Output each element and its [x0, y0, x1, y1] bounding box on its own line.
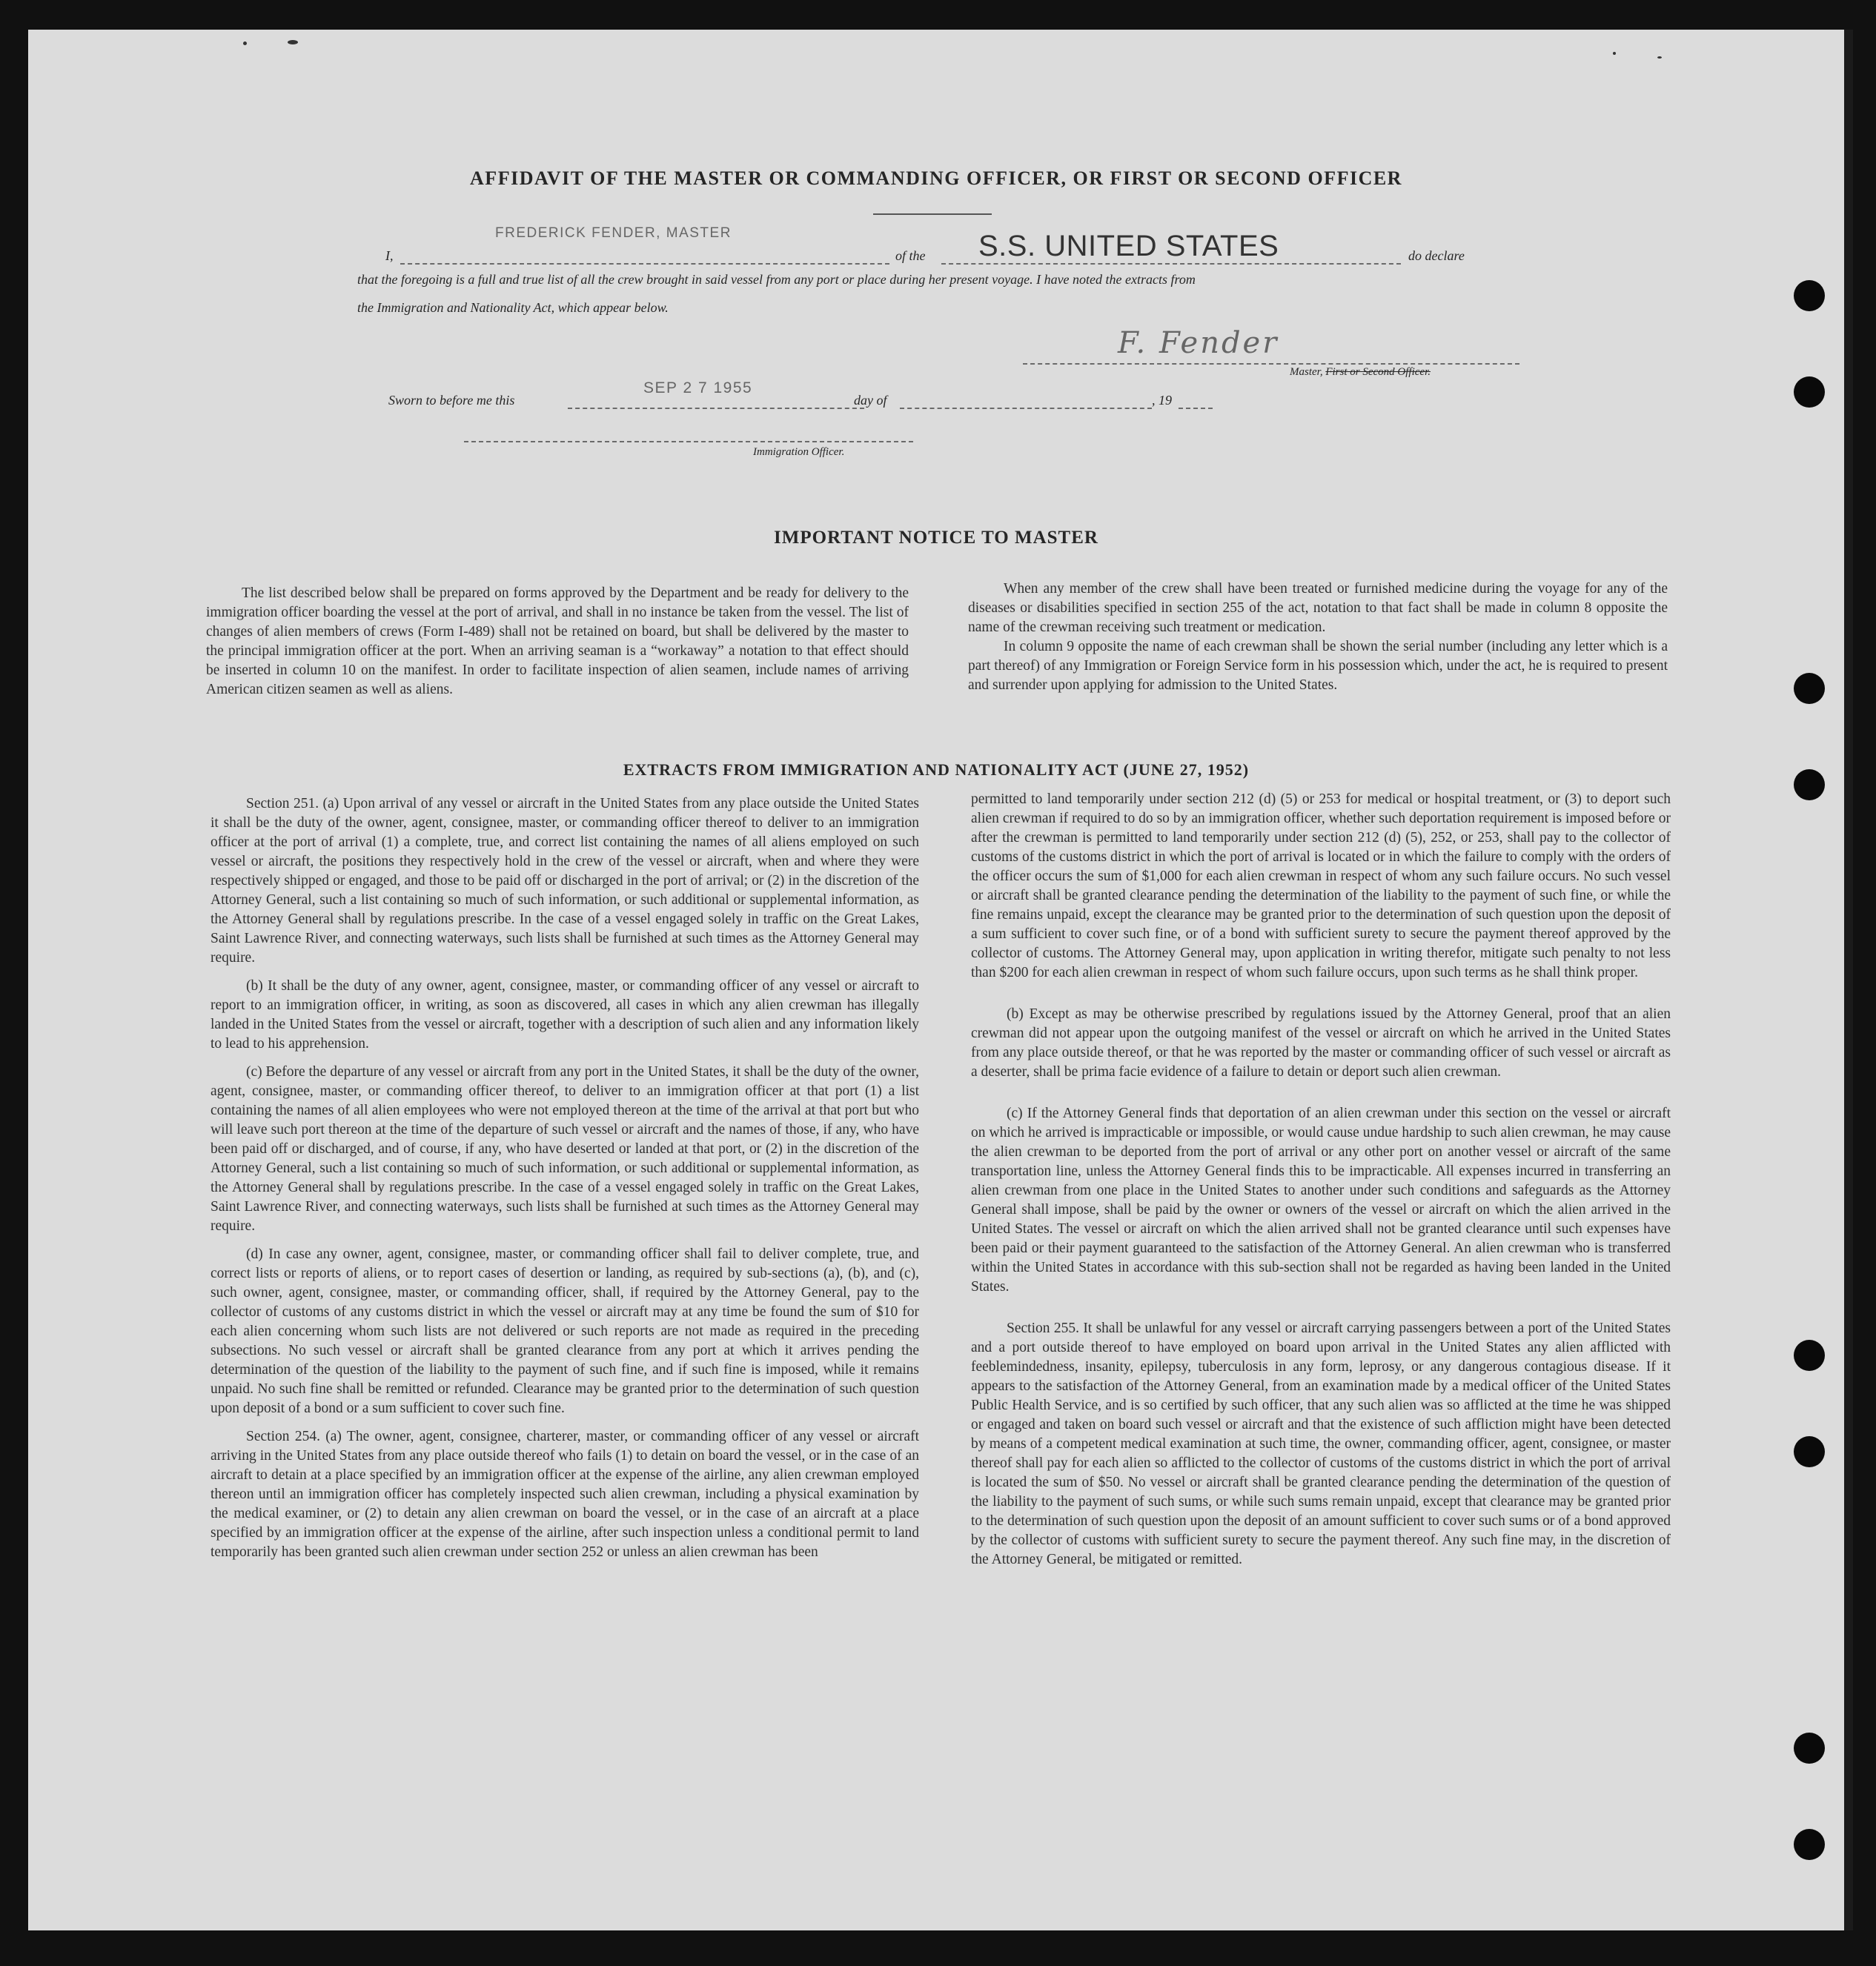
- notice-left-paragraph: The list described below shall be prepared on forms approved by the Department and be ready for delivery to the immigration officer boarding the vessel at the port of arrival, and shall in no instance be taken from the vessel. The list of changes of alien members of crews (Form I-489) shall not be retained on board, but shall be delivered by the master to the principal immigration officer at the port. When an arriving seaman is a “workaway” a notation to that effect should be inserted in column 10 on the manifest. In order to facilitate inspection of alien seamen, include names of arriving American citizen seamen as well as aliens.: [206, 585, 909, 697]
- extracts-left-column: [211, 794, 919, 1571]
- scan-speck: [1657, 56, 1662, 59]
- vessel-line: [941, 263, 1401, 265]
- officer-line: [464, 441, 913, 442]
- section-254-a-continued: permitted to land temporarily under section 212 (d) (5) or 253 for medical or hospital treatment, or (3) to deport such alien crewman if required to do so by an immigration officer, whether such deportation requirement is imposed before or after the crewman is permitted to land temporarily under section 212 (d) (5), 252, or 253, shall pay to the collector of customs of the customs district in which the port of arrival is located or in which the failure to comply with the orders of the officer occurs the sum of $1,000 for each alien crewman in respect of whom any such failure occurs. No such vessel or aircraft shall be granted clearance pending the determination of the liability to the payment of such fine, or while the fine remains unpaid, except the clearance may be granted prior to the determination of such question upon the deposit of a sum sufficient to cover such fine, or of a bond with sufficient surety to secure the payment thereof approved by the collector of customs. The Attorney General may, upon application in writing therefor, mitigate such penalty to not less than $200 for each alien crewman in respect of whom such failure occurs, upon such terms as he shall think proper.: [971, 791, 1671, 980]
- section-251-d: (d) In case any owner, agent, consignee, master, or commanding officer shall fail to deliver complete, true, and correct lists or reports of aliens, or to report cases of desertion or landing, as required by sub-sections (a), (b), and (c), such owner, agent, consignee, master, or commanding officer, shall, if required by the Attorney General, pay to the collector of customs of any customs district in which the vessel or aircraft may at any time be found the sum of $10 for each alien concerning whom such lists are not delivered or such reports are not made as required in the preceding subsections. No such vessel or aircraft shall be granted clearance from any port at which it arrives pending the determination of the question of the liability to the payment of such fine, and if such fine is imposed, while it remains unpaid. No such fine shall be remitted or refunded. Clearance may be granted prior to the determination of such question upon deposit of a bond or a sum sufficient to cover such fine.: [211, 1246, 919, 1416]
- notice-left-column: [206, 584, 909, 708]
- signature-line: [1023, 363, 1519, 365]
- section-255: Section 255. It shall be unlawful for any vessel or aircraft carrying passengers between a port of the United States and a port outside thereof to have employed on board upon arrival in the United States any alien afflicted with feeblemindedness, insanity, epilepsy, tuberculosis in any form, leprosy, or any dangerous contagious disease. If it appears to the satisfaction of the Attorney General, from an examination made by a medical officer of the United States Public Health Service, and is so certified by such officer, that any such alien was so afflicted at the time he was shipped or engaged and taken on board such vessel or aircraft and that the existence of such affliction might have been detected by means of a competent medical examination at such time, the owner, commanding officer, agent, consignee, or master thereof shall pay for each alien so afflicted to the collector of customs of the customs district in which the port of arrival is located the sum of $50. No vessel or aircraft shall be granted clearance pending the determination of the question of the liability to the payment of such sums, or while such sums remain unpaid, except that clearance may be granted prior to the determination of such question upon the deposit of an amount sufficient to cover such sums or of a bond approved by the collector of customs with sufficient surety to secure the payment thereof. Any such fine may, in the discretion of the Attorney General, be mitigated or remitted.: [971, 1321, 1671, 1567]
- of-the-label: of the: [895, 248, 926, 263]
- title-rule: [873, 213, 992, 215]
- document-page: [28, 30, 1844, 1930]
- punch-hole: [1794, 769, 1825, 800]
- section-254-b: (b) Except as may be otherwise prescribed by regulations issued by the Attorney General, proof that an alien crewman did not appear upon the outgoing manifest of the vessel or aircraft on which he arrived in the United States from any place outside thereof, or that he was reported by the master or commanding officer of such vessel or aircraft as a deserter, shall be prima facie evidence of a failure to detain or deport such alien crewman.: [971, 1006, 1671, 1080]
- notice-right-paragraph-1: When any member of the crew shall have been treated or furnished medicine during the voyage for any of the diseases or disabilities specified in section 255 of the act, notation to that fact shall be made in column 8 opposite the name of the crewman receiving such treatment or medication.: [968, 581, 1668, 635]
- signer-title-struck: First or Second Officer.: [1325, 366, 1431, 378]
- section-251-a: Section 251. (a) Upon arrival of any vessel or aircraft in the United States from any place outside the United States it shall be the duty of the owner, agent, consignee, master, or commanding officer thereof to deliver to an immigration officer at the port of arrival (1) a complete, true, and correct list containing the names of all aliens employed on such vessel or aircraft, the positions they respectively hold in the crew of the vessel or aircraft, when and where they were respectively shipped or engaged, and those to be paid off or discharged in the port of arrival; or (2) in the discretion of the Attorney General, such a list containing so much of such information, or such additional or supplemental information, as the Attorney General shall by regulations prescribe. In the case of a vessel engaged solely in traffic on the Great Lakes, Saint Lawrence River, and connecting waterways, such lists shall be furnished at such times as the Attorney General may require.: [211, 796, 919, 966]
- vessel-name: S.S. UNITED STATES: [978, 230, 1279, 262]
- month-line: [900, 408, 1152, 409]
- year-line: [1179, 408, 1213, 409]
- day-of-label: day of: [854, 393, 887, 408]
- scan-speck: [1613, 52, 1616, 55]
- master-signature: F. Fender: [1118, 326, 1279, 360]
- scan-speck: [243, 41, 247, 45]
- officer-label: Immigration Officer.: [753, 446, 845, 458]
- sworn-date-line: [568, 408, 864, 409]
- statement-line-1: that the foregoing is a full and true list of all the crew brought in said vessel from any port or place during her present voyage. I have noted the extracts from: [357, 272, 1196, 287]
- sworn-label: Sworn to before me this: [388, 393, 515, 408]
- affidavit-title: AFFIDAVIT OF THE MASTER OR COMMANDING OFFICER, OR FIRST OR SECOND OFFICER: [470, 167, 1402, 189]
- notice-heading: IMPORTANT NOTICE TO MASTER: [774, 528, 1098, 548]
- declare-label: do declare: [1408, 248, 1465, 263]
- section-251-b: (b) It shall be the duty of any owner, agent, consignee, master, or commanding officer of any vessel or aircraft to report to an immigration officer, in writing, as soon as discovered, all cases in which any alien crewman has illegally landed in the United States from the vessel or aircraft, together with a description of such alien and any information likely to lead to his apprehension.: [211, 978, 919, 1052]
- statement-line-2: the Immigration and Nationality Act, which appear below.: [357, 300, 669, 315]
- notice-right-paragraph-2: In column 9 opposite the name of each crewman shall be shown the serial number (including any letter which is a part thereof) of any Immigration or Foreign Service form in his possession which, under the act, he is required to present and surrender upon applying for admission to the United States.: [968, 639, 1668, 693]
- scan-speck: [288, 40, 298, 44]
- signer-title: [1290, 366, 1431, 379]
- notice-right-column: [968, 579, 1668, 704]
- punch-hole: [1794, 1829, 1825, 1860]
- declarant-line: [400, 263, 889, 265]
- section-251-c: (c) Before the departure of any vessel or aircraft from any port in the United States, it shall be the duty of the owner, agent, consignee, master, or commanding officer thereof, to deliver to an immigration officer at that port (1) a list containing the names of all alien employees who were not employed thereon at the time of the arrival at that port but who will leave such port thereon at the time of the departure of such vessel or aircraft and the names of those, if any, who have been paid off or discharged, and of course, if any, who have deserted or landed at that port, or (2) in the discretion of the Attorney General, such a list containing so much of such information, or such additional or supplemental information, as the Attorney General shall by regulations prescribe. In the case of a vessel engaged solely in traffic on the Great Lakes, Saint Lawrence River, and connecting waterways, such lists shall be furnished at such times as the Attorney General may require.: [211, 1064, 919, 1234]
- punch-hole: [1794, 376, 1825, 408]
- punch-hole: [1794, 1340, 1825, 1371]
- section-254-c: (c) If the Attorney General finds that deportation of an alien crewman under this section on the vessel or aircraft on which he arrived is impracticable or impossible, or would cause undue hardship to such alien crewman, he may cause the alien crewman to be deported from the port of arrival or any other port on another vessel or aircraft of the same transportation line, unless the Attorney General finds this to be impracticable. All expenses incurred in transferring an alien crewman from one place in the United States to another under such conditions and safeguards as the Attorney General shall impose, shall be paid by the owner or owners of the vessel or aircraft on which the alien arrived in the United States. The vessel or aircraft on which the alien arrived shall not be granted clearance until such expenses have been paid or their payment guaranteed to the satisfaction of the Attorney General. An alien crewman who is transferred within the United States in accordance with this sub-section shall not be regarded as having been landed in the United States.: [971, 1106, 1671, 1295]
- section-254-a: Section 254. (a) The owner, agent, consignee, charterer, master, or commanding officer of any vessel or aircraft arriving in the United States from any place outside thereof who fails (1) to detain on board the vessel, or in the case of an aircraft to detain at a place specified by an immigration officer at the expense of the airline, any alien crewman employed thereon until an immigration officer has completely inspected such alien crewman, including a physical examination by the medical examiner, or (2) to detain any alien crewman on board the vessel, or in the case of an aircraft at a place specified by an immigration officer at the expense of the airline, after such inspection unless a conditional permit to land temporarily has been granted such alien crewman under section 252 or unless an alien crewman has been: [211, 1429, 919, 1560]
- punch-hole: [1794, 1436, 1825, 1467]
- punch-hole: [1794, 280, 1825, 311]
- punch-hole: [1794, 673, 1825, 704]
- signer-title-kept: Master,: [1290, 366, 1323, 378]
- extracts-right-column: [971, 790, 1671, 1578]
- page-edge: [1844, 30, 1853, 1930]
- i-label: I,: [385, 248, 394, 263]
- sworn-date-stamp: SEP 2 7 1955: [643, 379, 753, 396]
- declarant-name: FREDERICK FENDER, MASTER: [495, 225, 732, 241]
- extracts-heading: EXTRACTS FROM IMMIGRATION AND NATIONALITY ACT (JUNE 27, 1952): [623, 760, 1250, 779]
- punch-hole: [1794, 1733, 1825, 1764]
- year-label: , 19: [1152, 393, 1172, 408]
